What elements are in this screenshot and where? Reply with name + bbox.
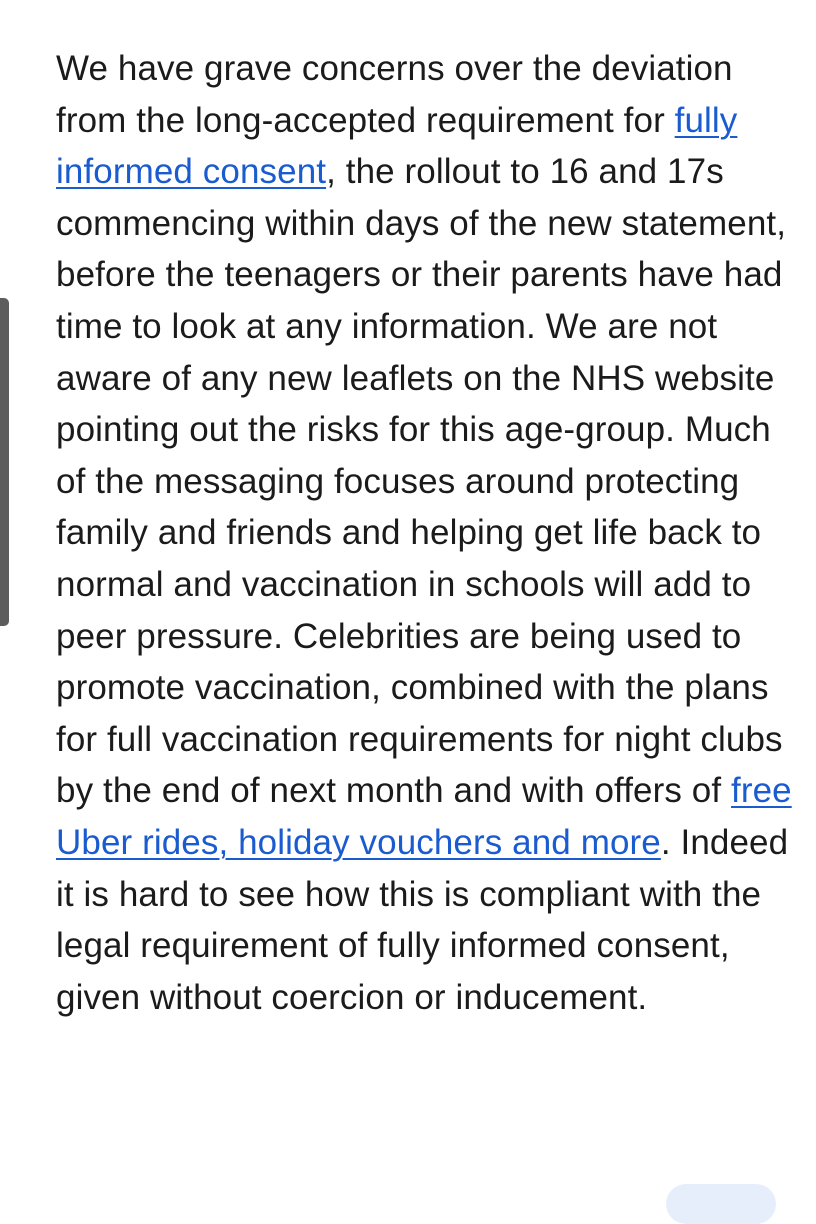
article-paragraph [56,43,796,1023]
article-text-segment: . Indeed it is hard to see how this is compliant with the legal requirement of fully informed consent, given without coercion or inducement. [56,822,789,1017]
fully-informed-consent-link[interactable]: fully informed consent [56,100,738,192]
scroll-indicator[interactable] [0,298,9,626]
floating-action-button[interactable] [666,1184,776,1224]
article-text-segment: , the rollout to 16 and 17s commencing within days of the new statement, before the teenagers or their parents have had time to look at any information. We are not aware of any new leaflets on the NHS website pointing out the risks for this age-group. Much of the messaging focuses around protecting family and friends and helping get life back to normal and vaccination in schools will add to peer pressure. Celebrities are being used to promote vaccination, combined with the plans for full vaccination requirements for night clubs by the end of next month and with offers of [56,152,787,811]
free-uber-rides-link[interactable]: free Uber rides, holiday vouchers and more [56,771,792,862]
article-text-segment: We have grave concerns over the deviation from the long-accepted requirement for [56,49,733,140]
